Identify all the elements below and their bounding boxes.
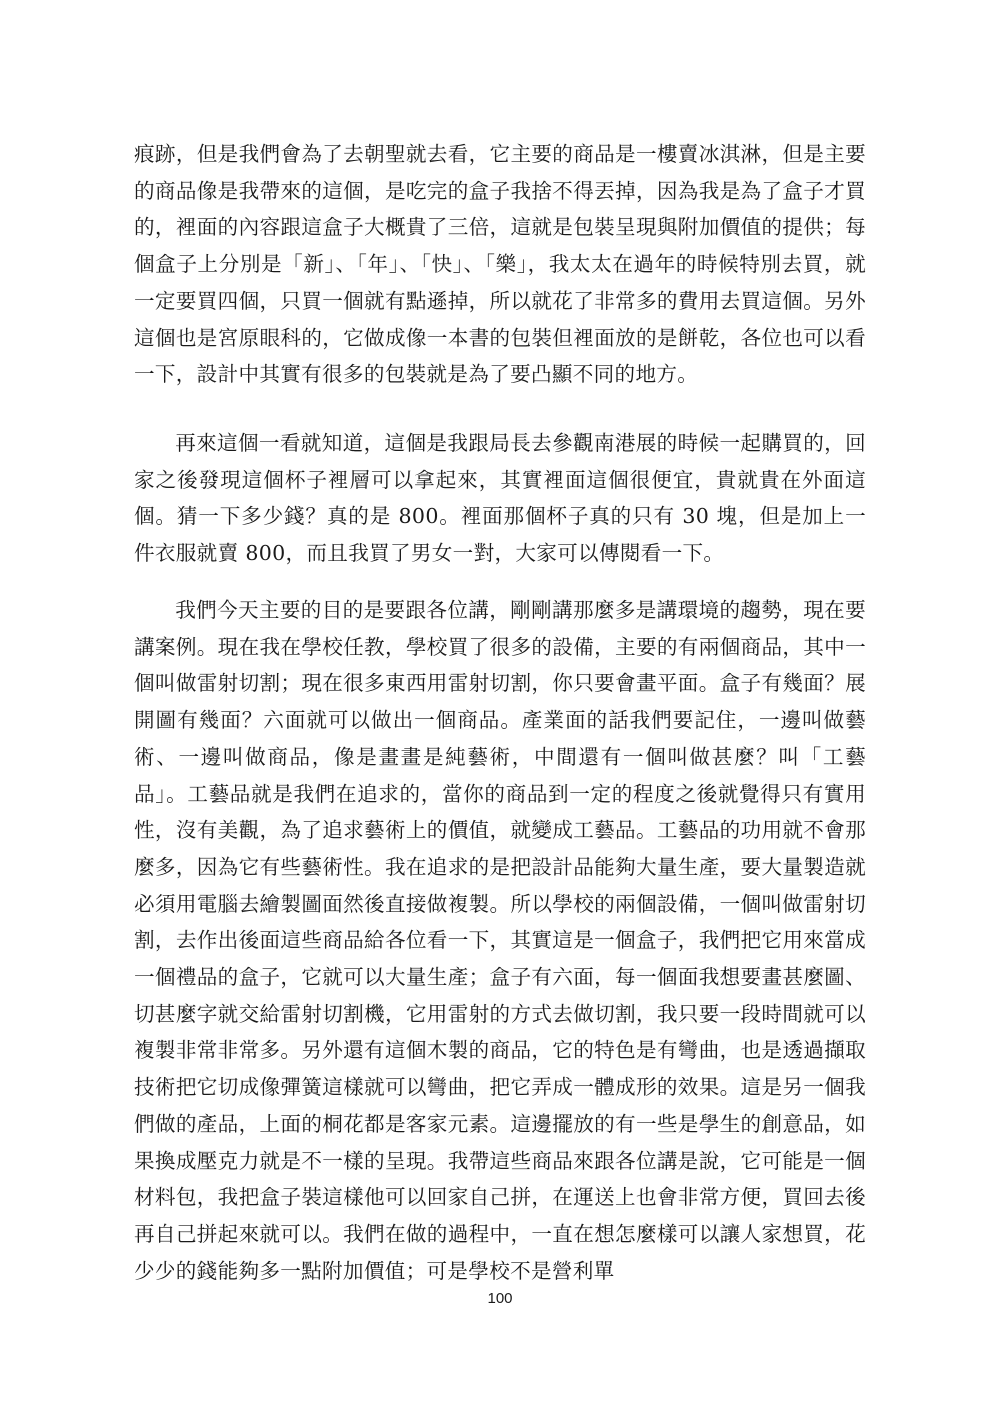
page-number: 100 (487, 1290, 513, 1307)
paragraph-1: 痕跡，但是我們會為了去朝聖就去看，它主要的商品是一樓賣冰淇淋，但是主要的商品像是我帶來的這個，是吃完的盒子我捨不得丟掉，因為我是為了盒子才買的，裡面的內容跟這盒子大概貴了三倍，這就是包裝呈現與附加價值的提供；每個盒子上分別是「新」、「年」、「快」、「樂」，我太太在過年的時候特別去買，就一定要買四個，只買一個就有點遜掉，所以就花了非常多的費用去買這個。另外這個也是宮原眼科的，它做成像一本書的包裝但裡面放的是餅乾，各位也可以看一下，設計中其實有很多的包裝就是為了要凸顯不同的地方。 (134, 142, 866, 387)
paragraph-2: 再來這個一看就知道，這個是我跟局長去參觀南港展的時候一起購買的，回家之後發現這個杯子裡層可以拿起來，其實裡面這個很便宜，貴就貴在外面這個。猜一下多少錢？真的是 800。裡面那個杯子真的只有 30 塊，但是加上一件衣服就賣 800，而且我買了男女一對，大家可以傳閱看一下。 (134, 431, 866, 566)
paragraph-3: 我們今天主要的目的是要跟各位講，剛剛講那麼多是講環境的趨勢，現在要講案例。現在我在學校任教，學校買了很多的設備，主要的有兩個商品，其中一個叫做雷射切割；現在很多東西用雷射切割，你只要會畫平面。盒子有幾面？展開圖有幾面？六面就可以做出一個商品。產業面的話我們要記住，一邊叫做藝術、一邊叫做商品，像是畫畫是純藝術，中間還有一個叫做甚麼？叫「工藝品」。工藝品就是我們在追求的，當你的商品到一定的程度之後就覺得只有實用性，沒有美觀，為了追求藝術上的價值，就變成工藝品。工藝品的功用就不會那麼多，因為它有些藝術性。我在追求的是把設計品能夠大量生產，要大量製造就必須用電腦去繪製圖面然後直接做複製。所以學校的兩個設備，一個叫做雷射切割，去作出後面這些商品給各位看一下，其實這是一個盒子，我們把它用來當成一個禮品的盒子，它就可以大量生產；盒子有六面，每一個面我想要畫甚麼圖、切甚麼字就交給雷射切割機，它用雷射的方式去做切割，我只要一段時間就可以複製非常非常多。另外還有這個木製的商品，它的特色是有彎曲，也是透過擷取技術把它切成像彈簧這樣就可以彎曲，把它弄成一體成形的效果。這是另一個我們做的產品，上面的桐花都是客家元素。這邊擺放的有一些是學生的創意品，如果換成壓克力就是不一樣的呈現。我帶這些商品來跟各位講是說，它可能是一個材料包，我把盒子裝這樣他可以回家自己拼，在運送上也會非常方便，買回去後再自己拼起來就可以。我們在做的過程中，一直在想怎麼樣可以讓人家想買，花少少的錢能夠多一點附加價值；可是學校不是營利單 (134, 598, 866, 1283)
